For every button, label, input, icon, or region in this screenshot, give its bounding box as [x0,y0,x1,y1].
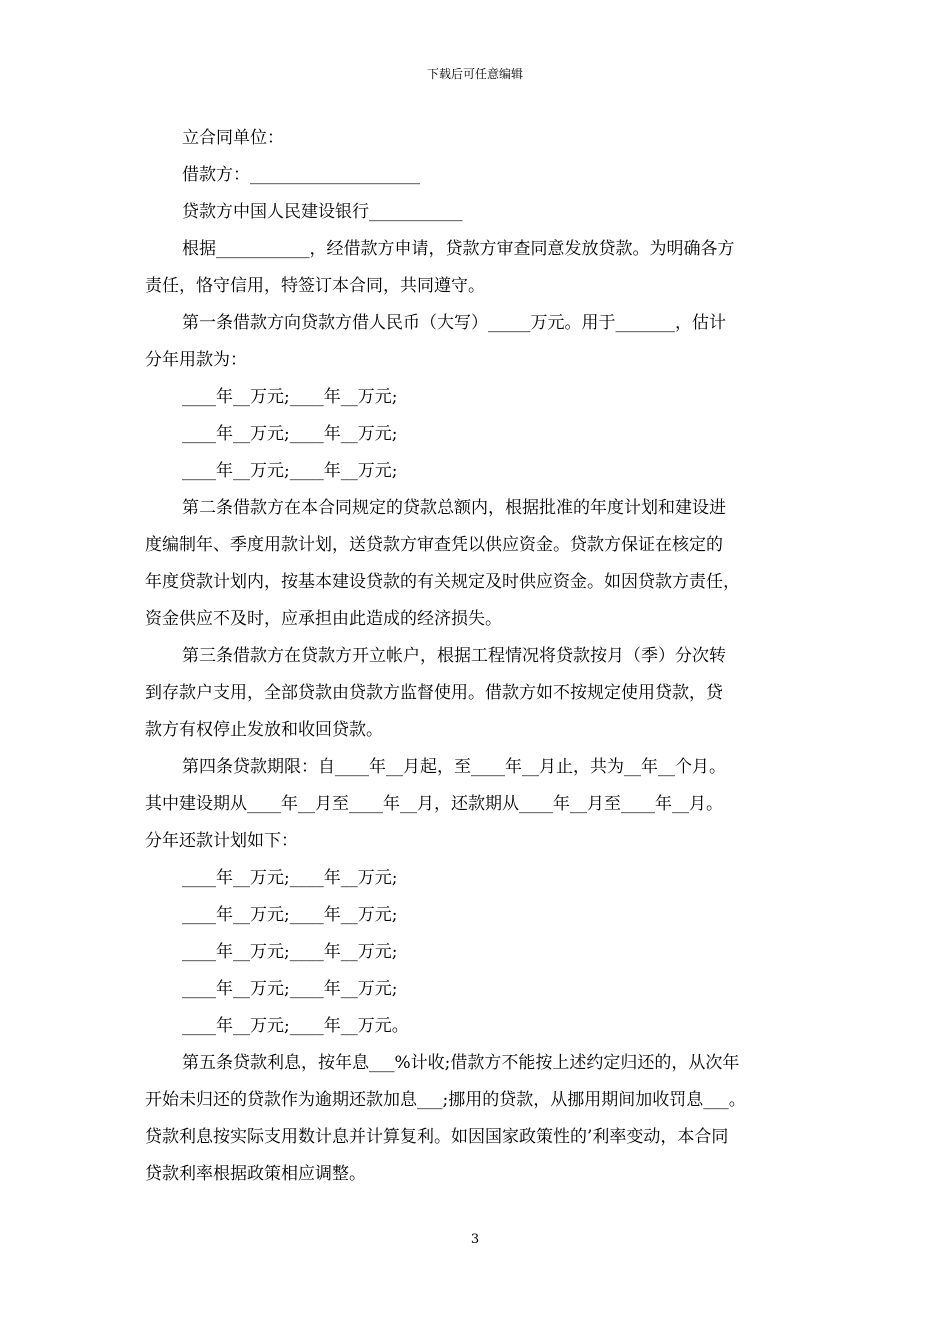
text-line: 度编制年、季度用款计划，送贷款方审查凭以供应资金。贷款方保证在核定的 [145,535,723,555]
text-line: ____年__万元;____年__万元; [182,461,398,481]
text-line: 第三条借款方在贷款方开立帐户，根据工程情况将贷款按月（季）分次转 [182,646,726,666]
text-line: 资金供应不及时，应承担由此造成的经济损失。 [145,609,502,629]
text-line: 立合同单位： [182,128,284,148]
text-line: ____年__万元;____年__万元; [182,424,398,444]
text-line: ____年__万元;____年__万元; [182,387,398,407]
text-line: 款方有权停止发放和收回贷款。 [145,720,383,740]
text-line: 根据___________，经借款方申请，贷款方审查同意发放贷款。为明确各方 [182,239,735,259]
text-line: 贷款利息按实际支用数计息并计算复利。如因国家政策性的’利率变动，本合同 [145,1127,729,1147]
contract-body [145,120,815,1193]
text-line: ____年__万元;____年__万元; [182,868,398,888]
text-line: 贷款利率根据政策相应调整。 [145,1164,366,1184]
text-line: 第一条借款方向贷款方借人民币（大写）_____万元。用于_______，估计 [182,313,726,333]
text-line: ____年__万元;____年__万元。 [182,1016,409,1036]
text-line: 第二条借款方在本合同规定的贷款总额内，根据批准的年度计划和建设进 [182,498,726,518]
text-line: 分年用款为： [145,350,247,370]
text-line: 责任，恪守信用，特签订本合同，共同遵守。 [145,276,485,296]
text-line: 第四条贷款期限：自____年__月起，至____年__月止，共为__年__个月。 [182,757,726,777]
text-line: 年度贷款计划内，按基本建设贷款的有关规定及时供应资金。如因贷款方责任， [145,572,740,592]
text-line: 其中建设期从____年__月至____年__月，还款期从____年__月至____年__月。 [145,794,723,814]
text-line: ____年__万元;____年__万元; [182,905,398,925]
text-line: ____年__万元;____年__万元; [182,942,398,962]
page-number: 3 [470,1232,480,1247]
page-header: 下载后可任意编辑 [426,67,523,81]
text-line: 贷款方中国人民建设银行___________ [182,202,463,222]
text-line: 到存款户支用，全部贷款由贷款方监督使用。借款方如不按规定使用贷款，贷 [145,683,723,703]
text-line: 借款方：____________________ [182,165,420,185]
text-line: ____年__万元;____年__万元; [182,979,398,999]
text-line: 第五条贷款利息，按年息___%计收;借款方不能按上述约定归还的，从次年 [182,1053,740,1073]
text-line: 分年还款计划如下： [145,831,298,851]
text-line: 开始未归还的贷款作为逾期还款加息___;挪用的贷款，从挪用期间加收罚息___。 [145,1090,746,1110]
